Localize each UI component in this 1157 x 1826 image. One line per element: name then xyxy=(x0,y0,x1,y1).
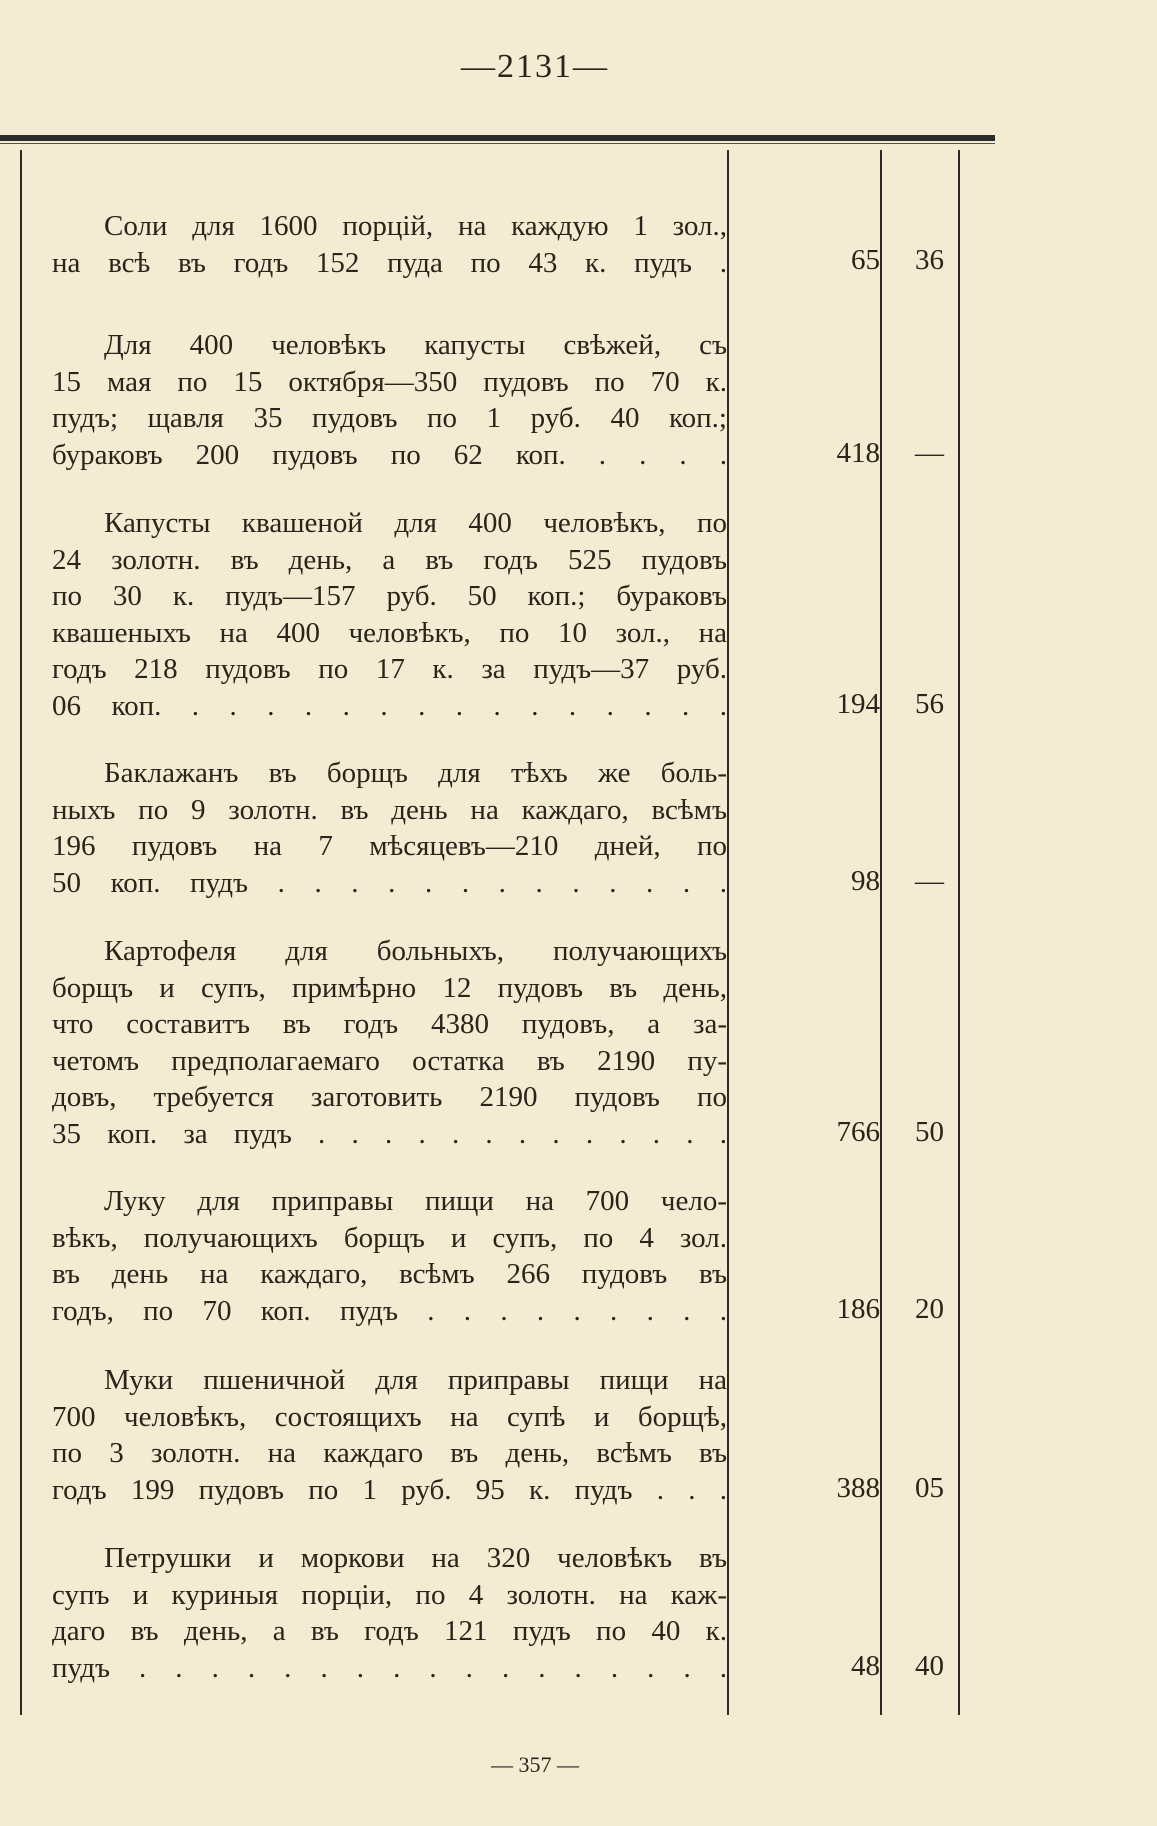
entry-line: годъ 199 пудовъ по 1 руб. 95 к. пудъ . . . xyxy=(52,1473,727,1506)
entry-line: по 3 золотн. на каждаго въ день, всѣмъ въ xyxy=(52,1437,727,1469)
entry-description xyxy=(52,1362,727,1508)
entry-description xyxy=(52,755,727,901)
amount-rub: 194 xyxy=(836,688,880,720)
entry-line: что составитъ въ годъ 4380 пудовъ, а за- xyxy=(52,1008,727,1040)
amount-rub: 186 xyxy=(836,1293,880,1325)
amount-kop: 56 xyxy=(915,688,944,720)
entry-line: Муки пшеничной для приправы пищи на xyxy=(104,1364,727,1396)
entry-description xyxy=(52,505,727,724)
rub-column-left-divider xyxy=(727,150,729,1715)
amount-kop: 36 xyxy=(915,244,944,276)
entry-line: ныхъ по 9 золотн. въ день на каждаго, всѣмъ xyxy=(52,793,727,826)
entry-line: Баклажанъ въ борщъ для тѣхъ же боль- xyxy=(104,757,727,789)
entry-description xyxy=(52,1540,727,1686)
top-rule-thin xyxy=(0,143,995,144)
entry-line: 196 пудовъ на 7 мѣсяцевъ—210 дней, по xyxy=(52,830,727,862)
amount-rub: 98 xyxy=(851,865,880,897)
entry-description xyxy=(52,1183,727,1329)
entry-description xyxy=(52,327,727,473)
amount-kop: 50 xyxy=(915,1116,944,1148)
entry-line: 24 золотн. въ день, а въ годъ 525 пудовъ xyxy=(52,543,727,576)
entry-line: 50 коп. пудъ . . . . . . . . . . . . . xyxy=(52,866,727,899)
page-number-top: —2131— xyxy=(461,48,609,85)
amount-rub: 418 xyxy=(836,437,880,469)
entry-line: квашеныхъ на 400 человѣкъ, по 10 зол., на xyxy=(52,616,727,649)
entry-line: въ день на каждаго, всѣмъ 266 пудовъ въ xyxy=(52,1258,727,1290)
entry-line: бураковъ 200 пудовъ по 62 коп. . . . . xyxy=(52,438,727,471)
entry-description xyxy=(52,208,727,281)
entry-line: даго въ день, а въ годъ 121 пудъ по 40 к. xyxy=(52,1615,727,1647)
amount-rub: 48 xyxy=(851,1650,880,1682)
amount-rub: 65 xyxy=(851,244,880,276)
rub-column-right-divider xyxy=(880,150,882,1715)
page-number-bottom: — 357 — xyxy=(491,1752,579,1777)
entry-line: Картофеля для больныхъ, получающихъ xyxy=(104,935,727,967)
entry-line: довъ, требуется заготовить 2190 пудовъ по xyxy=(52,1081,727,1113)
entry-line: 06 коп. . . . . . . . . . . . . . . . xyxy=(52,689,727,722)
entry-line: годъ, по 70 коп. пудъ . . . . . . . . . xyxy=(52,1294,727,1327)
left-border xyxy=(20,150,22,1715)
amount-kop: 40 xyxy=(915,1650,944,1682)
entry-line: годъ 218 пудовъ по 17 к. за пудъ—37 руб. xyxy=(52,653,727,685)
entry-line: пудъ . . . . . . . . . . . . . . . . . xyxy=(52,1651,727,1684)
entry-line: борщъ и супъ, примѣрно 12 пудовъ въ день, xyxy=(52,971,727,1004)
entry-line: 35 коп. за пудъ . . . . . . . . . . . . . xyxy=(52,1117,727,1150)
entry-line: 700 человѣкъ, состоящихъ на супѣ и борщѣ, xyxy=(52,1400,727,1433)
amount-kop: — xyxy=(915,865,944,897)
entry-description xyxy=(52,933,727,1152)
amount-kop: 05 xyxy=(915,1472,944,1504)
amount-rub: 766 xyxy=(836,1116,880,1148)
entry-line: супъ и куриныя порціи, по 4 золотн. на каж- xyxy=(52,1578,727,1611)
entry-line: по 30 к. пудъ—157 руб. 50 коп.; бураковъ xyxy=(52,580,727,612)
entry-line: на всѣ въ годъ 152 пуда по 43 к. пудъ . xyxy=(52,246,727,279)
amount-kop: 20 xyxy=(915,1293,944,1325)
entry-line: Капусты квашеной для 400 человѣкъ, по xyxy=(104,507,727,539)
entry-line: Для 400 человѣкъ капусты свѣжей, съ xyxy=(104,329,727,361)
kop-column-right-divider xyxy=(958,150,960,1715)
entry-line: 15 мая по 15 октября—350 пудовъ по 70 к. xyxy=(52,365,727,398)
amount-rub: 388 xyxy=(836,1472,880,1504)
top-rule xyxy=(0,135,995,141)
entry-line: вѣкъ, получающихъ борщъ и супъ, по 4 зол. xyxy=(52,1221,727,1254)
entry-line: Луку для приправы пищи на 700 чело- xyxy=(104,1185,727,1217)
entry-line: Соли для 1600 порцій, на каждую 1 зол., xyxy=(104,210,727,242)
entry-line: четомъ предполагаемаго остатка въ 2190 пу- xyxy=(52,1044,727,1077)
entry-line: пудъ; щавля 35 пудовъ по 1 руб. 40 коп.; xyxy=(52,402,727,434)
entry-line: Петрушки и моркови на 320 человѣкъ въ xyxy=(104,1542,727,1574)
amount-kop: — xyxy=(915,437,944,469)
